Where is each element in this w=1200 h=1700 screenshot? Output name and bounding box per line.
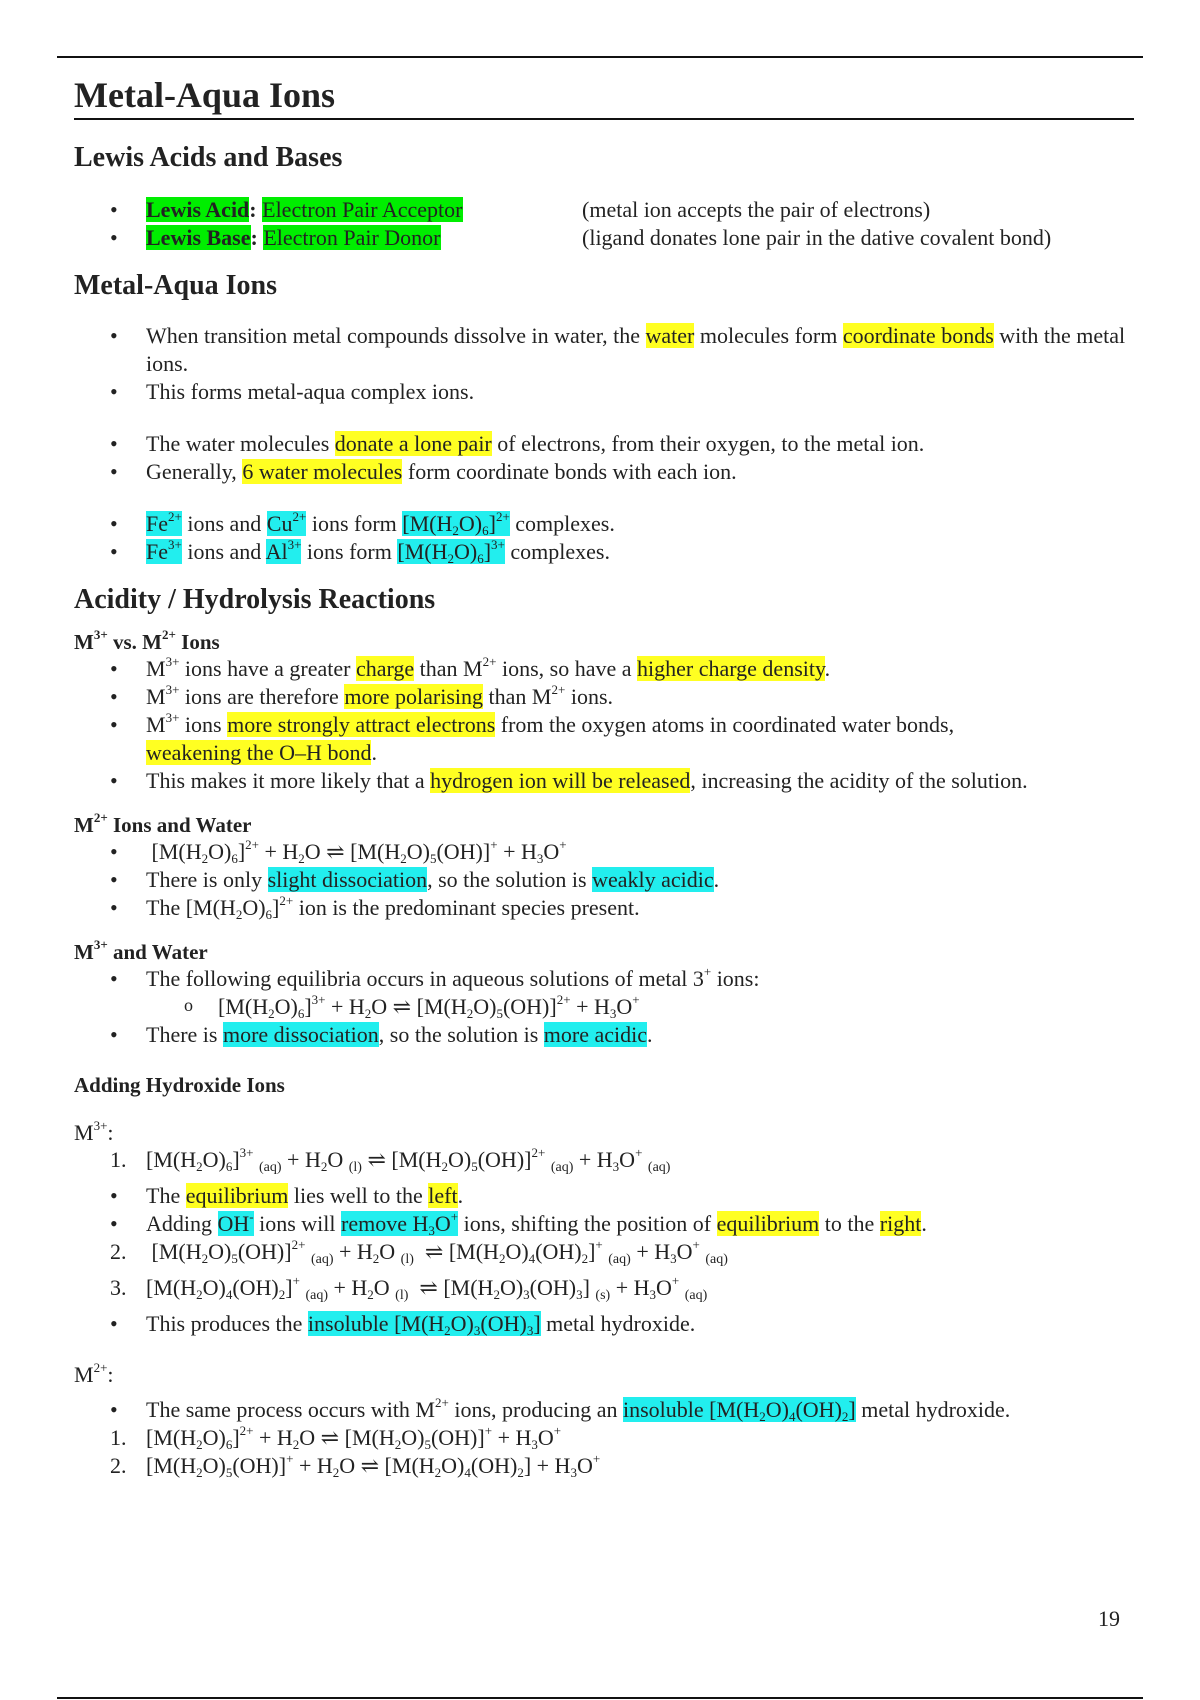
lewis-acid-note: (metal ion accepts the pair of electrons) <box>582 197 931 222</box>
equation-2: 2. $[M(H_2O)_5(OH)]^{2+}$ $(aq) + H_2O$ (l) ⇌ $[M(H_2O)_4(OH)_2]^+$ $(aq) + H_3O^+$ (aq) <box>110 1237 728 1267</box>
page-number: 19 <box>1098 1606 1120 1631</box>
bottom-rule <box>57 1697 1143 1699</box>
page-title: Metal-Aqua Ions <box>74 74 1134 120</box>
hydroxide-bullet-1: • The equilibrium lies well to the left. <box>74 1182 1134 1210</box>
hydroxide-bullet-4: • The same process occurs with $M^{2+}$ ions, producing an insoluble $[M(H_2O)_4(OH)_2]$ metal hydroxide. <box>74 1396 1134 1424</box>
acidity-sub3: $M^{3+}$ and Water <box>74 937 208 964</box>
acidity-bullet-4: • This makes it more likely that a hydrogen ion will be released, increasing the acidity of the solution. <box>74 767 1134 795</box>
equation-3: 3. $[M(H_2O)_4(OH)_2]^+$ $(aq) + H_2O$ (l) ⇌ $[M(H_2O)_3(OH)_3] (s) + H_3O^+$ (aq) <box>110 1273 708 1303</box>
lewis-base-item: • Lewis Base: Electron Pair Donor (ligand donates lone pair in the dative covalent bond) <box>74 224 1134 252</box>
acidity-list-2 <box>74 838 1134 922</box>
lewis-heading: Lewis Acids and Bases <box>74 142 343 173</box>
complex-2plus: $[M(H_2O)_6]^{2+}$ <box>402 509 510 538</box>
acidity-bullet-2: • $M^{3+}$ ions are therefore more polarising than $M^{2+}$ ions. <box>74 683 1134 711</box>
aqua-bullet-6: • $Fe^{3+}$ ions and $Al^{3+}$ ions form $[M(H_2O)_6]^{3+}$ complexes. <box>74 538 1134 566</box>
acidity-bullet-3: • $M^{3+}$ ions more strongly attract electrons from the oxygen atoms in coordinated water bonds, weakening the O–H bond. <box>74 711 1134 767</box>
aqua-bullet-4: • Generally, 6 water molecules form coordinate bonds with each ion. <box>74 458 1134 486</box>
lewis-list <box>74 196 1134 252</box>
acidity-list-3 <box>74 965 1134 1049</box>
equation-m3-water: o $[M(H_2O)_6]^{3+} + H_2O$ ⇌ $[M(H_2O)_5(OH)]^{2+} + H_3O^+$ <box>74 993 1134 1021</box>
aqua-list-2 <box>74 430 1134 486</box>
lewis-base-term: Lewis Base <box>146 225 251 250</box>
lewis-base-def: Electron Pair Donor <box>263 225 441 250</box>
aqua-heading: Metal-Aqua Ions <box>74 270 278 301</box>
acidity-list-1 <box>74 655 1134 795</box>
page-content <box>74 74 1134 1480</box>
equation-1: 1. $[M(H_2O)_6]^{3+}$ $(aq) + H_2O$ (l) ⇌ $[M(H_2O)_5(OH)]^{2+}$ $(aq) + H_3O^+$ (aq) <box>110 1145 671 1175</box>
aqua-list-1 <box>74 322 1134 406</box>
m3-label: $M^{3+}$: <box>74 1118 114 1145</box>
equation-5: 2. $[M(H_2O)_5(OH)]^+ + H_2O$ ⇌ $[M(H_2O)_4(OH)_2] + H_3O^+$ <box>110 1451 601 1480</box>
complex-3plus: $[M(H_2O)_6]^{3+}$ <box>397 537 505 566</box>
hydroxide-bullet-3: • This produces the insoluble $[M(H_2O)_3(OH)_3]$ metal hydroxide. <box>74 1310 1134 1338</box>
acidity-bullet-5: • There is only slight dissociation, so the solution is weakly acidic. <box>74 866 1134 894</box>
lewis-acid-def: Electron Pair Acceptor <box>262 197 463 222</box>
acidity-sub1: $M^{3+}$ vs. $M^{2+}$ Ions <box>74 627 220 654</box>
acidity-heading: Acidity / Hydrolysis Reactions <box>74 584 436 615</box>
acidity-bullet-7: • The following equilibria occurs in aqueous solutions of metal 3+ ions: <box>74 965 1134 993</box>
aqua-bullet-3: • The water molecules donate a lone pair of electrons, from their oxygen, to the metal ion. <box>74 430 1134 458</box>
hydroxide-heading: Adding Hydroxide Ions <box>74 1073 285 1097</box>
lewis-base-note: (ligand donates lone pair in the dative covalent bond) <box>582 225 1052 250</box>
top-rule <box>57 56 1143 58</box>
acidity-bullet-1: • $M^{3+}$ ions have a greater charge than $M^{2+}$ ions, so have a higher charge density. <box>74 655 1134 683</box>
equation-m2-water: • $[M(H_2O)_6]^{2+} + H_2O$ ⇌ $[M(H_2O)_5(OH)]^+ + H_3O^+$ <box>74 838 1134 866</box>
hydroxide-bullet-2: • Adding OH- ions will remove $H_3O^+$ ions, shifting the position of equilibrium to the right. <box>74 1210 1134 1238</box>
aqua-bullet-1: • When transition metal compounds dissolve in water, the water molecules form coordinate bonds with the metal ions. <box>74 322 1134 378</box>
equation-4: 1. $[M(H_2O)_6]^{2+} + H_2O$ ⇌ $[M(H_2O)_5(OH)]^+ + H_3O^+$ <box>110 1423 562 1452</box>
acidity-bullet-8: • There is more dissociation, so the solution is more acidic. <box>74 1021 1134 1049</box>
aqua-list-3 <box>74 510 1134 566</box>
acidity-bullet-6: • The $[M(H_2O)_6]^{2+}$ ion is the predominant species present. <box>74 894 1134 922</box>
aqua-bullet-5: • $Fe^{2+}$ ions and $Cu^{2+}$ ions form $[M(H_2O)_6]^{2+}$ complexes. <box>74 510 1134 538</box>
acidity-sub2: $M^{2+}$ Ions and Water <box>74 810 252 837</box>
aqua-bullet-2: • This forms metal-aqua complex ions. <box>74 378 1134 406</box>
hydroxide-list-m2 <box>74 1396 1134 1480</box>
hydroxide-list-m3 <box>74 1146 1134 1338</box>
lewis-acid-term: Lewis Acid <box>146 197 250 222</box>
m2-label: $M^{2+}$: <box>74 1360 114 1387</box>
lewis-acid-item: • Lewis Acid: Electron Pair Acceptor (metal ion accepts the pair of electrons) <box>74 196 1134 224</box>
